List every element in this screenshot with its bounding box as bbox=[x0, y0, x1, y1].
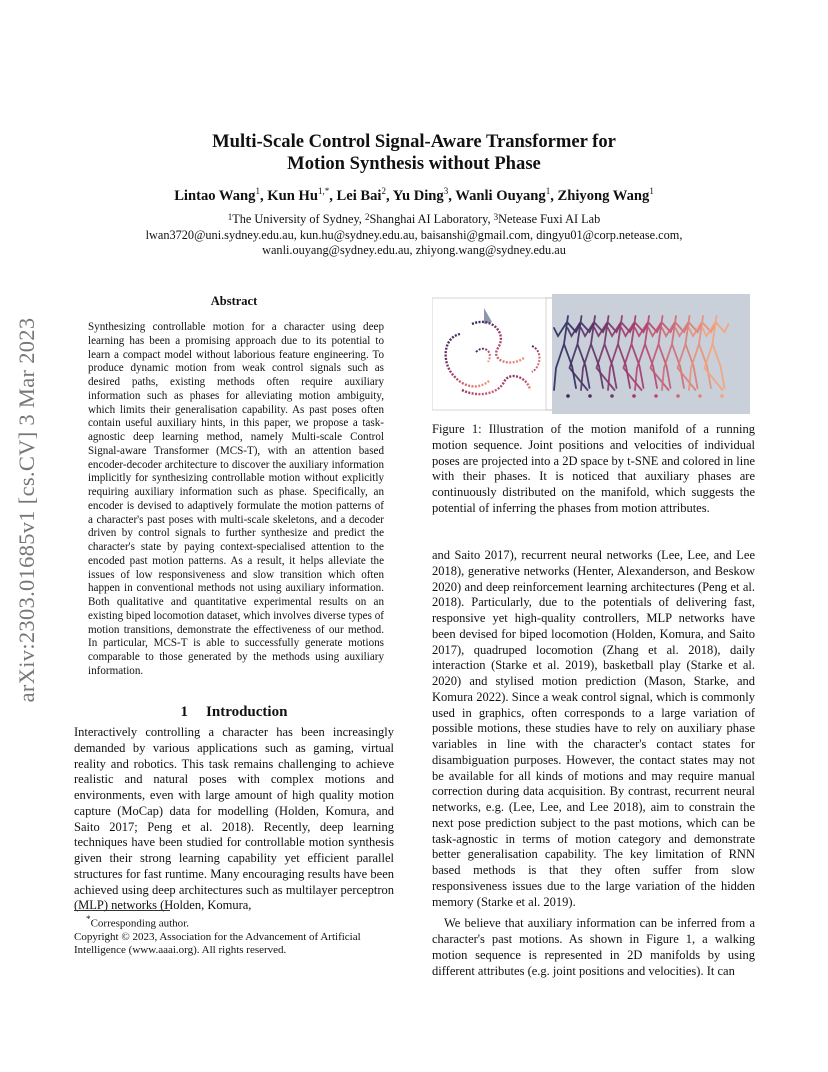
phase-dot bbox=[698, 394, 702, 398]
title-line-1: Multi-Scale Control Signal-Aware Transformer for bbox=[212, 131, 616, 152]
footnote bbox=[74, 913, 396, 958]
author-list: Lintao Wang$^1$, Kun $Hu^{1,*}$, Lei Bai$^2$, Yu Ding$^3$, Wanli Ouyang$^1$, Zhiyong Wang$^1$ bbox=[174, 186, 654, 204]
motion-manifold-figure bbox=[432, 294, 750, 414]
author-sup: 1,* bbox=[317, 186, 330, 196]
abstract-heading: Abstract bbox=[210, 294, 258, 308]
footnote-text: Corresponding author. bbox=[90, 917, 189, 930]
arxiv-stamp bbox=[4, 290, 50, 730]
intro-paragraph: Interactively controlling a character has been increasingly demanded by various applications such as gaming, virtual reality and robotics. This task remains challenging to achieve realistic and natural poses with complex motions and environments, even with large amount of high quality motion capture (MoCap) data for modelling (Holden, Komura, and Saito 2017; Peng et al. 2018). Recently, deep learning techniques have been studied for controllable motion synthesis given their strong learning capability yet efficient parallel structures for fast runtime. Many encouraging results have been achieved using deep architectures such as multilayer perceptron (MLP) networks (Holden, Komura, bbox=[74, 725, 394, 913]
skeleton-sequence-panel bbox=[552, 294, 750, 414]
author-sup: 1 bbox=[255, 186, 260, 196]
affil-sup: 2 bbox=[364, 212, 370, 222]
section-number: 1 bbox=[180, 704, 189, 720]
section-title: Introduction bbox=[206, 704, 288, 720]
figure-1 bbox=[432, 294, 750, 414]
footnote-corresponding bbox=[74, 913, 396, 931]
intro-paragraph: We believe that auxiliary information can be inferred from a character's past motions. As shown in Figure 1, a walking motion sequence is represented in 2D manifolds by using different attributes (e.g. joint positions and velocities). It can bbox=[432, 916, 755, 978]
phase-dot bbox=[654, 394, 658, 398]
arxiv-id: arXiv:2303.01685v1 [cs.CV] 3 Mar 2023 bbox=[14, 317, 39, 703]
footnote-rule bbox=[74, 910, 170, 911]
affil-sup: 1 bbox=[227, 212, 233, 222]
affiliation-line bbox=[0, 212, 828, 228]
author-name: Wanli Ouyang bbox=[455, 188, 546, 204]
copyright-notice: Copyright © 2023, Association for the Advancement of Artificial Intelligence (www.aaai.org). All rights reserved. bbox=[74, 931, 361, 957]
figure-caption: Figure 1: Illustration of the motion manifold of a running motion sequence. Joint positions and velocities of individual poses are projected into a 2D space by t-SNE and colored in line with their phases. It is noticed that auxiliary phases are continuously distributed on the manifold, which suggests the potential of inferring the phases from motion attributes. bbox=[432, 422, 755, 515]
author-name: Lei Bai bbox=[336, 188, 382, 204]
author-sup: 1 bbox=[545, 186, 551, 196]
emails-line-2: wanli.ouyang@sydney.edu.au, zhiyong.wang@sydney.edu.au bbox=[262, 243, 566, 258]
author-name: Kun Hu bbox=[267, 188, 318, 204]
emails-line-1: lwan3720@uni.sydney.edu.au, kun.hu@sydney.edu.au, baisanshi@gmail.com, dingyu01@corp.netease.com, bbox=[145, 227, 683, 242]
affiliations bbox=[0, 212, 828, 259]
author-name: Yu Ding bbox=[392, 188, 444, 204]
affil-2: Shanghai AI Laboratory, bbox=[369, 212, 494, 226]
paper-title bbox=[0, 131, 828, 175]
intro-right-column bbox=[432, 548, 755, 979]
phase-dot bbox=[676, 394, 680, 398]
author-sup: 2 bbox=[381, 186, 386, 196]
phase-dot bbox=[566, 394, 570, 398]
author-sup: 3 bbox=[443, 186, 449, 196]
title-line-2: Motion Synthesis without Phase bbox=[287, 153, 541, 174]
manifold-panel bbox=[432, 298, 546, 410]
intro-paragraph: and Saito 2017), recurrent neural networks (Lee, Lee, and Lee 2018), generative networks (Henter, Alexanderson, and Beskow 2020) and deep reinforcement learning architectures (Peng et al. 2018). Particularly, due to the potentials of delivering fast, responsive yet high-quality controllers, MLP networks have been devised for biped locomotion (Holden, Komura, and Saito 2017), quadruped locomotion (Zhang et al. 2018), daily interaction (Starke et al. 2019), basketball play (Starke et al. 2020) and stylised motion prediction (Mason, Starke, and Komura 2022). Since a weak control signal, which is commonly used in graphics, often corresponds to a large variation of possible motions, these studies have to rely on auxiliary phase variables in line with the character's contact states for disambiguation purposes. However, the contact states may not be available for all kinds of motions and may require manual correction during data acquisition. By contrast, recurrent neural networks, e.g. (Lee, Lee, and Lee 2018), aim to constrain the next pose prediction subject to the past motions, which can be task-agnostic in terms of motion category and demonstrate better generalisation capability. The key limitation of RNN based methods is that they often suffer from slow responsiveness issues due to the large variation of the hidden memory (Starke et al. 2019). bbox=[432, 548, 755, 909]
affil-1: The University of Sydney, bbox=[232, 212, 365, 226]
author-sup: 1 bbox=[649, 186, 654, 196]
section-heading bbox=[74, 704, 394, 721]
author-name: Lintao Wang bbox=[174, 188, 256, 204]
abstract-text: Synthesizing controllable motion for a character using deep learning has been a promising approach due to its potential to learn a compact model without laborious feature engineering. To produce dynamic motion from weak control signals such as desired paths, existing methods often require auxiliary information such as phases for alleviating motion ambiguity, which limits their generalisation capability. As past poses often contain useful auxiliary hints, in this paper, we propose a task-agnostic deep learning method, namely Multi-scale Control Signal-aware Transformer (MCS-T), with an attention based encoder-decoder architecture to discover the auxiliary information implicitly for synthesizing controllable motion without explicitly requiring auxiliary information such as phase. Specifically, an encoder is devised to adaptively formulate the motion patterns of a character's past poses with multi-scale skeletons, and a decoder driven by control signals to further synthesize and predict the character's state by paying context-specialised attention to the encoded past motion patterns. As a result, it helps alleviate the issues of low responsiveness and slow transition which often happen in conventional methods not using auxiliary information. Both qualitative and quantitative experimental results on an existing biped locomotion dataset, which involves diverse types of motion transitions, demonstrate the effectiveness of our method. In particular, MCS-T is able to successfully generate motions comparable to those generated by the methods using auxiliary information. bbox=[88, 321, 384, 677]
affil-3: Netease Fuxi AI Lab bbox=[498, 212, 601, 226]
footnote-mark: * bbox=[86, 914, 91, 924]
phase-dot bbox=[720, 394, 724, 398]
author-name: Zhiyong Wang bbox=[557, 188, 650, 204]
phase-dot bbox=[610, 394, 614, 398]
affil-sup: 3 bbox=[493, 212, 499, 222]
phase-dot bbox=[588, 394, 592, 398]
phase-dot bbox=[632, 394, 636, 398]
intro-left-column bbox=[74, 725, 394, 914]
